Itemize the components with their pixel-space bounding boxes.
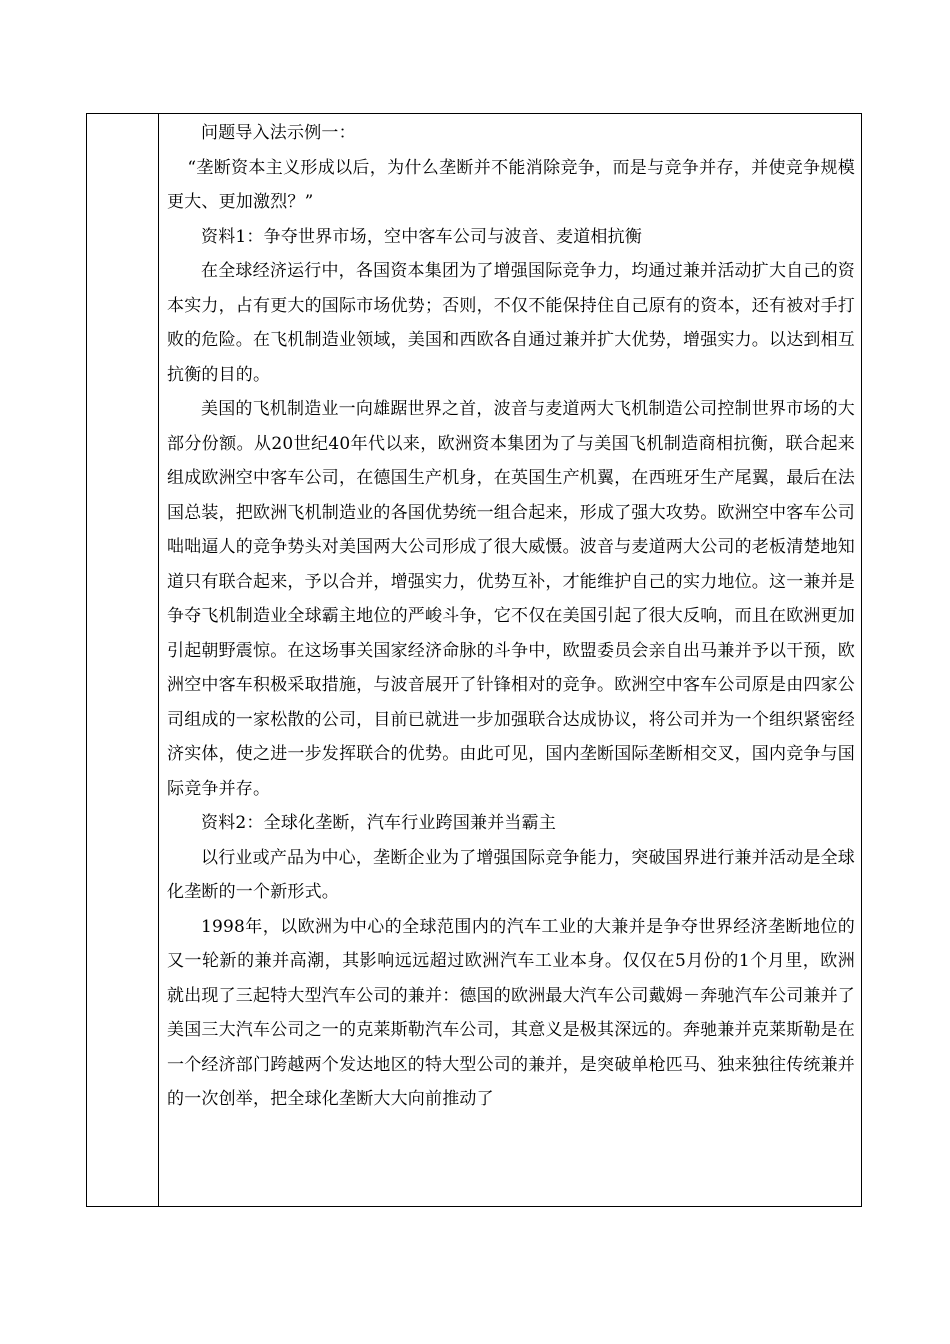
material-1-paragraph-1: 在全球经济运行中，各国资本集团为了增强国际竞争力，均通过兼并活动扩大自己的资本实力，占有更大的国际市场优势；否则，不仅不能保持住自己原有的资本，还有被对手打败的危险。在飞机制造业领域，美国和西欧各自通过兼并扩大优势，增强实力。以达到相互抗衡的目的。 xyxy=(167,261,855,385)
left-column-cell xyxy=(87,114,159,1206)
guiding-question: “垄断资本主义形成以后，为什么垄断并不能消除竞争，而是与竞争并存，并使竞争规模更大、更加激烈？” xyxy=(167,157,855,212)
material-2-title: 资料2：全球化垄断，汽车行业跨国兼并当霸主 xyxy=(201,813,557,833)
material-1-title: 资料1：争夺世界市场，空中客车公司与波音、麦道相抗衡 xyxy=(201,226,643,247)
content-table xyxy=(86,113,862,1207)
material-1-paragraph-2: 美国的飞机制造业一向雄踞世界之首，波音与麦道两大飞机制造公司控制世界市场的大部分份额。从20世纪40年代以来，欧洲资本集团为了与美国飞机制造商相抗衡，联合起来组成欧洲空中客车公司，在德国生产机身，在英国生产机翼，在西班牙生产尾翼，最后在法国总装，把欧洲飞机制造业的各国优势统一组合起来，形成了强大攻势。欧洲空中客车公司咄咄逼人的竞争势头对美国两大公司形成了很大威慑。波音与麦道两大公司的老板清楚地知道只有联合起来，予以合并，增强实力，优势互补，才能维护自己的实力地位。这一兼并是争夺飞机制造业全球霸主地位的严峻斗争，它不仅在美国引起了很大反响，而且在欧洲更加引起朝野震惊。在这场事关国家经济命脉的斗争中，欧盟委员会亲自出马兼并予以干预，欧洲空中客车积极采取措施，与波音展开了针锋相对的竞争。欧洲空中客车公司原是由四家公司组成的一家松散的公司，目前已就进一步加强联合达成协议，将公司并为一个组织紧密经济实体，使之进一步发挥联合的优势。由此可见，国内垄断国际垄断相交叉，国内竞争与国际竞争并存。 xyxy=(167,399,855,799)
material-2-paragraph-1: 以行业或产品为中心，垄断企业为了增强国际竞争能力，突破国界进行兼并活动是全球化垄断的一个新形式。 xyxy=(167,847,855,902)
material-2-paragraph-2: 1998年，以欧洲为中心的全球范围内的汽车工业的大兼并是争夺世界经济垄断地位的又一轮新的兼并高潮，其影响远远超过欧洲汽车工业本身。仅仅在5月份的1个月里，欧洲就出现了三起特大型汽车公司的兼并：德国的欧洲最大汽车公司戴姆－奔驰汽车公司兼并了美国三大汽车公司之一的克莱斯勒汽车公司，其意义是极其深远的。奔驰兼并克莱斯勒是在一个经济部门跨越两个发达地区的特大型公司的兼并，是突破单枪匹马、独来独往传统兼并的一次创举，把全球化垄断大大向前推动了 xyxy=(167,916,855,1109)
example-heading: 问题导入法示例一： xyxy=(201,123,356,143)
right-column-cell xyxy=(159,114,861,1206)
